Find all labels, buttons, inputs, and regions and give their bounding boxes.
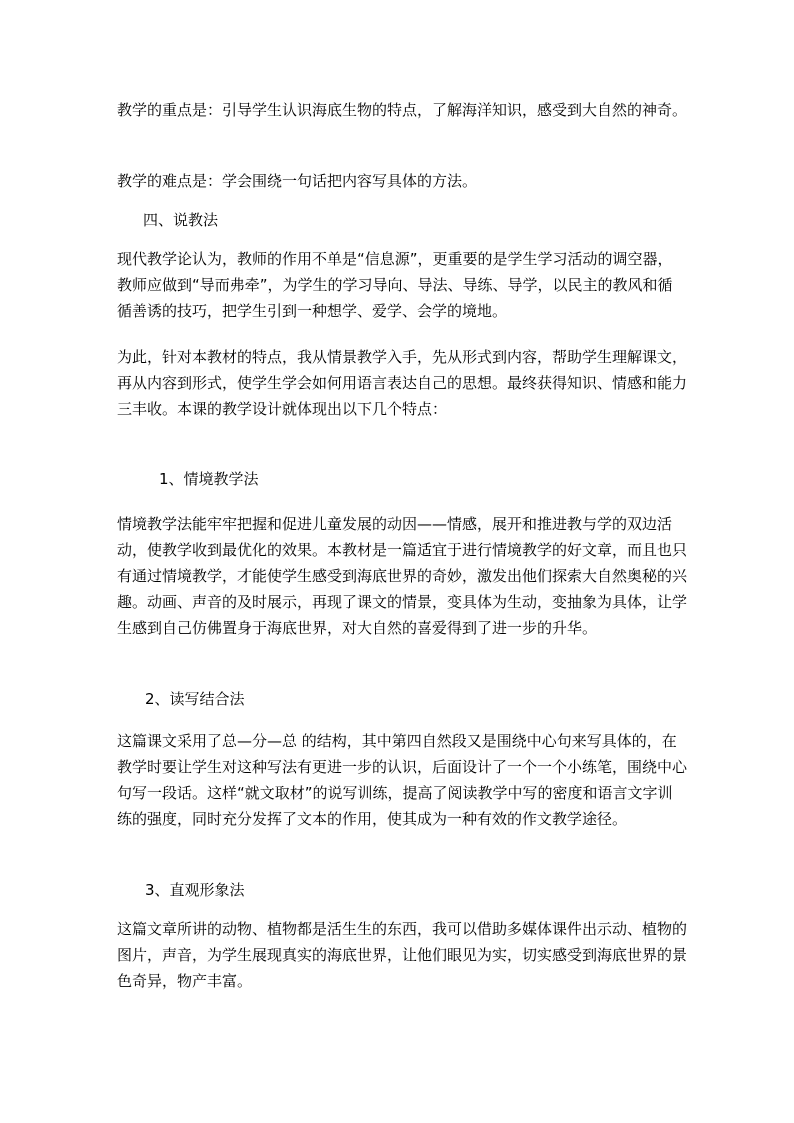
design-features-paragraph: 为此，针对本教材的特点，我从情景教学入手，先从形式到内容，帮助学生理解课文，再从内容到形式，使学生学会如何用语言表达自己的思想。最终获得知识、情感和能力三丰收。本课的教学设计就体现出以下几个特点：: [117, 348, 688, 418]
section-heading-teaching-methods: 四、说教法: [143, 211, 219, 229]
method-heading-reading-writing: 2、读写结合法: [145, 690, 245, 708]
method-heading-situational: 1、情境教学法: [159, 470, 259, 488]
visual-method-paragraph: 这篇文章所讲的动物、植物都是活生生的东西，我可以借助多媒体课件出示动、植物的图片，声音，为学生展现真实的海底世界，让他们眼见为实，切实感受到海底世界的景色奇异，物产丰富。: [117, 920, 688, 990]
key-points-paragraph: 教学的重点是：引导学生认识海底生物的特点，了解海洋知识，感受到大自然的神奇。: [117, 101, 688, 119]
reading-writing-method-paragraph: 这篇课文采用了总—分—总 的结构，其中第四自然段又是围绕中心句来写具体的，在教学时要让学生对这种写法有更进一步的认识，后面设计了一个一个小练笔，围绕中心句写一段话。这样“就文取材”的说写训练，提高了阅读教学中写的密度和语言文字训练的强度，同时充分发挥了文本的作用，使其成为一种有效的作文教学途径。: [117, 732, 688, 828]
difficult-points-paragraph: 教学的难点是：学会围绕一句话把内容写具体的方法。: [117, 172, 478, 190]
situational-method-paragraph: 情境教学法能牢牢把握和促进儿童发展的动因——情感，展开和推进教与学的双边活动，使教学收到最优化的效果。本教材是一篇适宜于进行情境教学的好文章，而且也只有通过情境教学，才能使学生感受到海底世界的奇妙，激发出他们探索大自然奥秘的兴趣。动画、声音的及时展示，再现了课文的情景，变具体为生动，变抽象为具体，让学生感到自己仿佛置身于海底世界，对大自然的喜爱得到了进一步的升华。: [117, 515, 688, 637]
modern-teaching-theory-paragraph: 现代教学论认为，教师的作用不单是“信息源”，更重要的是学生学习活动的调空器，教师应做到“导而弗牵”，为学生的学习导向、导法、导练、导学，以民主的教风和循循善诱的技巧，把学生引到一种想学、爱学、会学的境地。: [117, 250, 673, 320]
method-heading-visual: 3、直观形象法: [145, 881, 245, 899]
